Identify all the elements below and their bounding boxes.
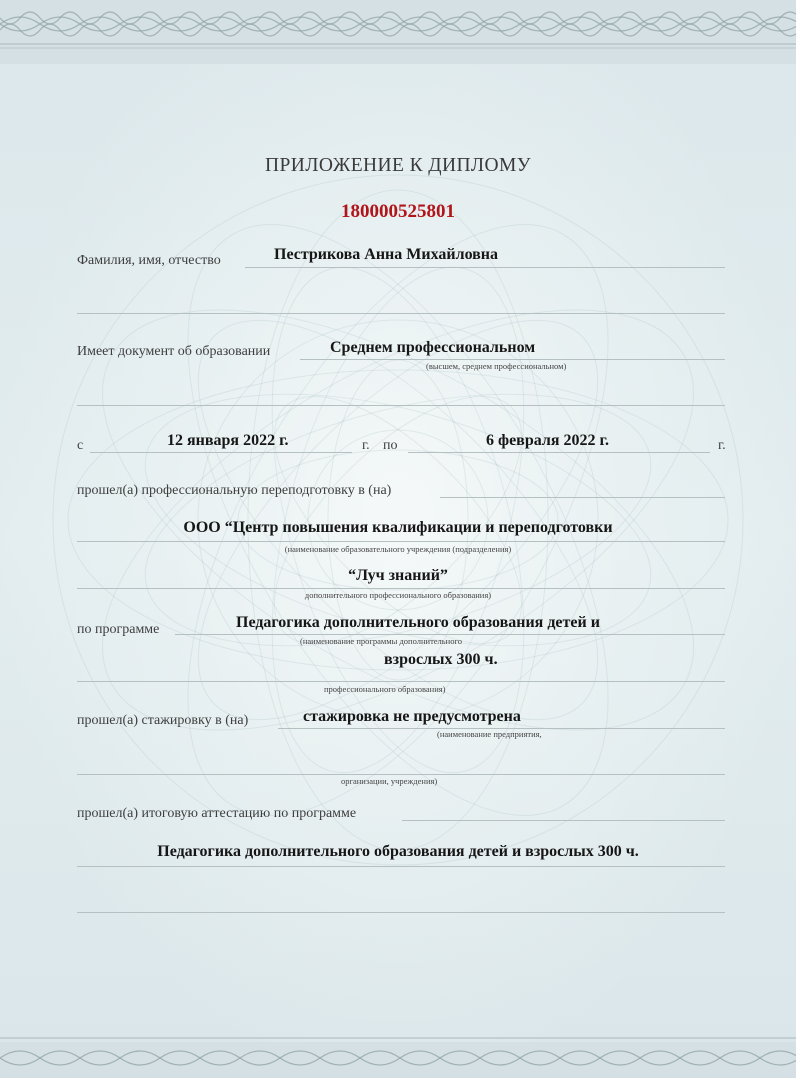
attestation-line-3 xyxy=(77,912,725,913)
program-value-line-1: Педагогика дополнительного образования детей и xyxy=(236,614,600,631)
attestation-line xyxy=(402,820,725,821)
retraining-line xyxy=(440,497,725,498)
period-year-suffix-1: г. xyxy=(362,438,370,453)
period-from-value: 12 января 2022 г. xyxy=(167,432,289,449)
education-hint: (высшем, среднем профессиональном) xyxy=(426,361,567,371)
document-title: ПРИЛОЖЕНИЕ К ДИПЛОМУ xyxy=(265,155,531,176)
institution-hint: (наименование образовательного учреждения (подразделения) xyxy=(284,544,512,554)
education-value: Среднем профессиональном xyxy=(330,339,536,356)
internship-label: прошел(а) стажировку в (на) xyxy=(77,713,249,728)
institution-line-1: ООО “Центр повышения квалификации и переподготовки xyxy=(183,519,613,536)
institution-line-2-rule xyxy=(77,588,725,589)
program-hint-1: (наименование программы дополнительного xyxy=(300,636,463,646)
internship-hint-2: организации, учреждения) xyxy=(341,776,438,786)
program-hint-2: профессионального образования) xyxy=(324,684,446,694)
internship-line-2 xyxy=(77,774,725,775)
attestation-line-2 xyxy=(77,866,725,867)
period-year-suffix-2: г. xyxy=(718,438,726,453)
period-to-prefix: по xyxy=(383,438,398,453)
fio-value: Пестрикова Анна Михайловна xyxy=(274,246,499,263)
program-line-1 xyxy=(175,634,725,635)
program-line-2 xyxy=(77,681,725,682)
fio-line xyxy=(245,267,725,268)
internship-hint-1: (наименование предприятия, xyxy=(437,729,542,739)
education-line xyxy=(300,359,725,360)
internship-value: стажировка не предусмотрена xyxy=(303,708,521,725)
institution-line-2: “Луч знаний” xyxy=(348,567,448,584)
institution-line-1-rule xyxy=(77,541,725,542)
period-from-line xyxy=(90,452,352,453)
period-to-line xyxy=(408,452,710,453)
attestation-label: прошел(а) итоговую аттестацию по программе xyxy=(77,806,357,821)
period-to-value: 6 февраля 2022 г. xyxy=(486,432,609,449)
ornamental-bottom-band xyxy=(0,1028,796,1078)
ornamental-top-band xyxy=(0,0,796,64)
document-number: 180000525801 xyxy=(341,201,455,222)
period-from-prefix: с xyxy=(77,438,84,453)
institution-hint-2: дополнительного профессионального образования) xyxy=(304,590,492,600)
program-value-line-2: взрослых 300 ч. xyxy=(384,651,498,668)
education-label: Имеет документ об образовании xyxy=(77,344,271,359)
fio-label: Фамилия, имя, отчество xyxy=(77,253,221,268)
retraining-label: прошел(а) профессиональную переподготовку в (на) xyxy=(77,483,392,498)
program-label: по программе xyxy=(77,622,160,637)
education-line-2 xyxy=(77,405,725,406)
attestation-value: Педагогика дополнительного образования детей и взрослых 300 ч. xyxy=(157,843,639,860)
fio-line-2 xyxy=(77,313,725,314)
